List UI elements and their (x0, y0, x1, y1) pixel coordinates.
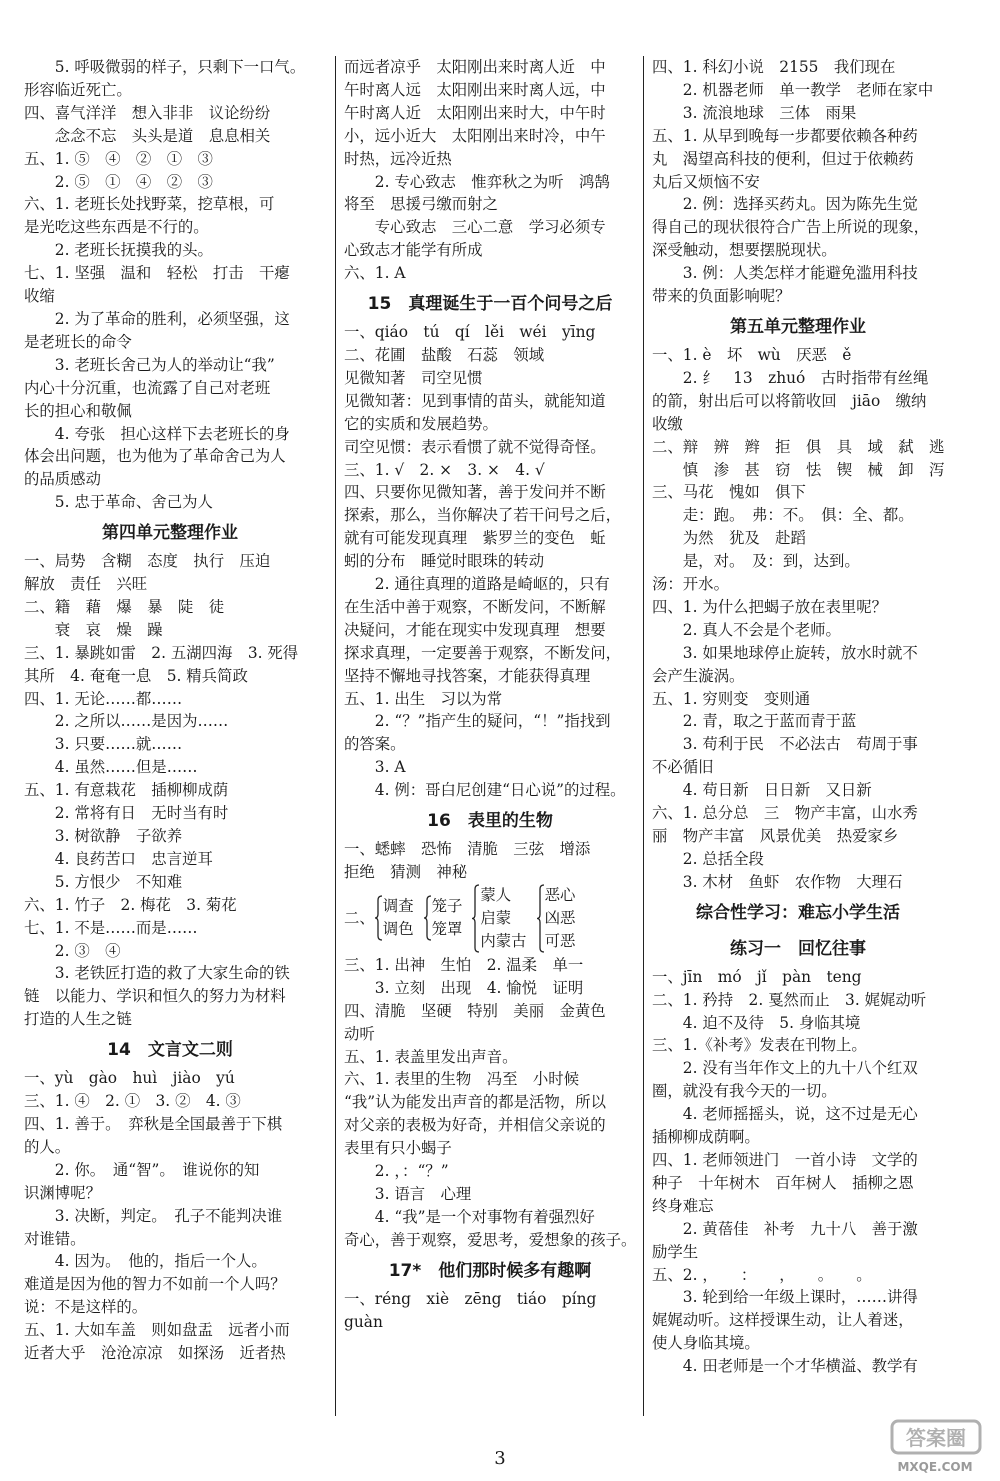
answer-line: 五、1. 表盖里发出声音。 (344, 1047, 518, 1066)
answer-line: 4. 虽然……但是…… (24, 758, 198, 777)
answer-line: 六、1. 总分总 三 物产丰富，山水秀 (652, 804, 918, 823)
answer-line: 2. 常将有日 无时当有时 (24, 804, 229, 823)
section-heading: 17* 他们那时候多有趣啊 (388, 1260, 592, 1281)
answer-line: 五、1. 有意栽花 插柳柳成荫 (24, 781, 229, 800)
answer-line: 娓娓动听。这样授课生动，让人着迷， (652, 1311, 914, 1330)
answer-line: 2. ⑤ ① ④ ② ③ (24, 172, 213, 191)
answer-line: 一、1. è 坏 wù 厌恶 ě (652, 345, 852, 364)
answer-line: 种子 十年树木 百年树人 插柳之恩 (652, 1173, 914, 1192)
answer-line: 衰 哀 燥 躁 (24, 620, 163, 639)
brace-word: 恶心 (544, 885, 576, 904)
answer-line: 是光吃这些东西是不行的。 (24, 218, 209, 237)
answer-line: 午时离人近 太阳刚出来时大，中午时 (344, 103, 606, 122)
watermark (880, 1418, 990, 1474)
answer-line: 2. 总括全段 (652, 849, 764, 868)
answer-line: 丸后又烦恼不安 (652, 172, 760, 191)
answer-line: 丸 渴望高科技的便利，但过于依赖药 (652, 149, 914, 168)
answer-line: 四、1. 为什么把蝎子放在表里呢？ (652, 597, 888, 616)
brace-icon (375, 895, 383, 941)
answer-line: 一、局势 含糊 态度 执行 压迫 (24, 552, 271, 571)
page-number: 3 (494, 1448, 506, 1469)
answer-line: 3. 决断，判定。 孔子不能判决谁 (24, 1206, 283, 1225)
answer-line: 不必循旧 (652, 758, 714, 777)
answer-line: 三、1. 暴跳如雷 2. 五湖四海 3. 死得 (24, 643, 299, 662)
answer-line: 4. 苟日新 日日新 又日新 (652, 781, 872, 800)
brace-word: 可恶 (544, 931, 576, 950)
answer-line: 2. “？”指产生的疑问，“！”指找到 (344, 712, 611, 731)
answer-line: 司空见惯：表示看惯了就不觉得奇怪。 (344, 437, 606, 456)
answer-line: 内心十分沉重，也流露了自己对老班 (24, 378, 271, 397)
answer-line: 二、1. 矜持 2. 戛然而止 3. 娓娓动听 (652, 990, 927, 1009)
answer-line: 四、1. 善于。 弈秋是全国最善于下棋 (24, 1114, 283, 1133)
answer-line: 三、马花 愧如 俱下 (652, 483, 806, 502)
answer-line: 探索，那么，当你解决了若干问号之后， (344, 506, 622, 525)
answer-line: 对父亲的表极为好奇，并相信父亲说的 (344, 1116, 606, 1135)
section-heading: 综合性学习：难忘小学生活 (696, 902, 900, 923)
answer-line: 4. 良药苦口 忠言逆耳 (24, 849, 213, 868)
answer-line: 表里有只小蝎子 (344, 1139, 452, 1158)
answer-line: 一、qiáo tú qí lěi wéi yīng (344, 323, 596, 342)
answer-line: 的品质感动 (24, 470, 101, 489)
answer-line: 四、1. 科幻小说 2155 我们现在 (652, 58, 896, 76)
answer-line: 是老班长的命令 (24, 332, 132, 351)
answer-line: 五、1. 穷则变 变则通 (652, 689, 811, 708)
answer-line: 三、1. √ 2. × 3. × 4. √ (344, 460, 545, 479)
answer-line: 其所 4. 奄奄一息 5. 精兵简政 (24, 666, 248, 685)
brace-word: 笼子 (431, 897, 463, 916)
answer-line: 得自己的现状很符合广告上所说的现象， (652, 218, 930, 237)
answer-line: 3. 如果地球停止旋转，放水时就不 (652, 643, 918, 662)
answer-line: 六、1. A (344, 264, 406, 283)
answer-line: 5. 忠于革命、舍己为人 (24, 493, 213, 512)
answer-line: 三、1. 出神 生怕 2. 温柔 单一 (344, 955, 584, 974)
answer-line: 拒绝 猜测 神秘 (344, 863, 468, 881)
answer-line: 二、花圃 盐酸 石蕊 领域 (344, 345, 545, 364)
answer-line: 2. 纟 13 zhuó 古时指带有丝绳 (652, 368, 929, 387)
answer-line: 2. 例：选择买药丸。因为陈先生觉 (652, 195, 918, 214)
answer-line: 3. 立刻 出现 4. 愉悦 证明 (344, 978, 584, 997)
answer-line: 汤：开水。 (652, 575, 729, 594)
answer-line: 丽 物产丰富 风景优美 热爱家乡 (652, 827, 899, 845)
answer-line: 2. 老班长抚摸我的头。 (24, 241, 213, 260)
answer-line: 走：跑。 弗：不。 俱：全、都。 (652, 506, 914, 525)
answer-line: 见微知著 司空见惯 (344, 368, 483, 387)
answer-line: 见微知著：见到事情的苗头，就能知道 (344, 391, 606, 410)
answer-line: 七、1. 不是……而是…… (24, 918, 198, 937)
answer-line: 4. 田老师是一个才华横溢、教学有 (652, 1357, 918, 1376)
answer-line: 会产生漩涡。 (652, 666, 745, 685)
answer-line: 收缩 (24, 287, 55, 306)
answer-line: 是，对。 及：到，达到。 (652, 552, 860, 571)
answer-line: 四、1. 无论……都…… (24, 689, 183, 708)
answer-line: 2. 黄蓓佳 补考 九十八 善于激 (652, 1219, 918, 1238)
answer-line: 圈，就没有我今天的一切。 (652, 1082, 837, 1101)
answer-line: 七、1. 坚强 温和 轻松 打击 干瘪 (24, 264, 290, 283)
answer-line: 而远者凉乎 太阳刚出来时离人近 中 (344, 58, 606, 76)
column-divider (335, 56, 336, 1416)
svg-text:答案圈: 答案圈 (906, 1426, 966, 1450)
answer-line: 五、1. 出生 习以为常 (344, 689, 503, 708)
brace-word: 内蒙古 (480, 931, 527, 950)
section-heading: 15 真理诞生于一百个问号之后 (367, 294, 613, 315)
answer-line: 4. 例：哥白尼创建“日心说”的过程。 (344, 781, 626, 800)
answer-line: 四、只要你见微知著，善于发问并不断 (344, 483, 606, 502)
answer-line: 它的实质和发展趋势。 (344, 414, 498, 433)
answer-line: 近者大乎 沧沧凉凉 如探汤 近者热 (24, 1344, 286, 1363)
answer-line: 为然 犹及 赴蹈 (652, 529, 806, 548)
answer-line: 2. ，：“？” (344, 1162, 449, 1181)
answer-line: 3. 树欲静 子欲养 (24, 827, 183, 845)
brace-word: 凶恶 (544, 908, 576, 927)
answer-line: 4. 夸张 担心这样下去老班长的身 (24, 424, 290, 443)
answer-line: 心致志才能学有所成 (344, 241, 483, 260)
answer-line: 带来的负面影响呢？ (652, 287, 791, 306)
answer-line: 5. 方恨少 不知难 (24, 872, 183, 891)
answer-line: 五、1. ⑤ ④ ② ① ③ (24, 149, 213, 168)
answer-line: 在生活中善于观察，不断发问，不断解 (344, 597, 606, 616)
answer-line: 2. 通往真理的道路是崎岖的，只有 (344, 575, 610, 594)
watermark-text: MXQE.COM (897, 1460, 973, 1474)
answer-line: 慎 渗 甚 窃 怯 锲 械 卸 泻 (652, 460, 944, 479)
answer-line: 午时离人远 太阳刚出来时离人远，中 (344, 80, 606, 99)
answer-line: 长的担心和敬佩 (24, 401, 132, 420)
answer-line: 2. 专心致志 惟弈秋之为听 鸿鹄 (344, 172, 610, 191)
brace-word: 调查 (382, 897, 414, 916)
answer-line: 打造的人生之链 (24, 1010, 132, 1029)
answer-line: 三、1.《补考》发表在刊物上。 (652, 1036, 867, 1055)
brace-word: 笼罩 (431, 920, 463, 939)
brace-group (424, 895, 463, 941)
answer-line: 决疑问，才能在现实中发现真理 想要 (344, 620, 606, 639)
answer-line: 2. 之所以……是因为…… (24, 712, 229, 731)
section-heading: 第五单元整理作业 (730, 316, 866, 337)
answer-line: “我”认为能发出声音的都是活物，所以 (344, 1093, 606, 1112)
answer-line: 六、1. 竹子 2. 梅花 3. 菊花 (24, 895, 237, 914)
answer-line: 说：不是这样的。 (24, 1298, 148, 1317)
brace-lead: 二、 (344, 908, 375, 927)
answer-line: 的箭，射出后可以将箭收回 jiāo 缴纳 (652, 391, 927, 410)
answer-line: 时热，远冷近热 (344, 149, 452, 168)
answer-line: 一、réng xiè zēng tiáo píng (344, 1289, 597, 1308)
section-heading: 练习一 回忆往事 (730, 938, 866, 959)
answer-line: 的人。 (24, 1137, 71, 1156)
answer-line: 3. 轮到给一年级上课时，……讲得 (652, 1288, 918, 1307)
answer-line: 动听 (344, 1024, 375, 1043)
answer-line: 收缴 (652, 414, 683, 433)
answer-line: 五、1. 从早到晚每一步都要依赖各种药 (652, 126, 918, 145)
brace-icon (472, 884, 480, 953)
answer-line: 2. ③ ④ (24, 941, 121, 960)
answer-line: 3. 苟利于民 不必法古 苟周于事 (652, 735, 918, 754)
answer-line: 探求真理，一定要善于观察，不断发问， (344, 643, 622, 662)
answer-line: 形容临近死亡。 (24, 80, 132, 99)
answer-line: 3. 语言 心理 (344, 1184, 472, 1203)
answer-line: 一、yù gào huì jiào yú (24, 1069, 235, 1088)
answer-line: 五、2. ， ： ， 。 。 (652, 1265, 872, 1284)
answer-line: 五、1. 大如车盖 则如盘盂 远者小而 (24, 1321, 290, 1340)
answer-line: 2. 你。 通“智”。 谁说你的知 (24, 1160, 260, 1179)
answer-line: 4. 迫不及待 5. 身临其境 (652, 1013, 861, 1032)
answer-line: 解放 责任 兴旺 (24, 575, 148, 594)
answer-line: 二、籍 藉 爆 暴 陡 徒 (24, 597, 225, 616)
answer-line: 小，远小近大 太阳刚出来时冷，中午 (344, 126, 606, 145)
answer-line: 识渊博呢？ (24, 1183, 101, 1202)
answer-line: 4. “我”是一个对事物有着强烈好 (344, 1207, 595, 1226)
answer-line: 3. 木材 鱼虾 农作物 大理石 (652, 872, 903, 891)
answer-line: 3. 老班长舍己为人的举动让“我” (24, 355, 275, 374)
answer-line: 二、辩 辨 辫 拒 俱 具 域 弑 逃 (652, 437, 944, 456)
answer-line: 对谁错。 (24, 1229, 86, 1248)
answer-line: 奇心，善于观察，爱思考，爱想象的孩子。 (344, 1230, 636, 1249)
answer-line: 蚓的分布 睡觉时眼珠的转动 (344, 552, 545, 571)
brace-word: 蒙人 (480, 885, 512, 904)
brace-group (537, 884, 576, 953)
answer-line: 一、jīn mó jǐ pàn teng (652, 967, 862, 986)
answer-line: 坚持不懈地寻找答案，才能获得真理 (344, 666, 591, 685)
answer-line: 念念不忘 头头是道 息息相关 (24, 126, 271, 145)
answer-line: guàn (344, 1312, 383, 1331)
answer-line: 的答案。 (344, 735, 406, 754)
answer-line: 链 以能力、学识和恒久的努力为材料 (24, 987, 286, 1006)
answer-line: 5. 呼吸微弱的样子，只剩下一口气。 (24, 58, 306, 76)
answer-line: 3. 例：人类怎样才能避免滥用科技 (652, 264, 918, 283)
answer-line: 2. 没有当年作文上的九十八个红双 (652, 1059, 918, 1078)
answer-line: 使人身临其境。 (652, 1334, 760, 1353)
answer-line: 将至 思援弓缴而射之 (344, 195, 498, 214)
section-heading: 第四单元整理作业 (102, 523, 238, 544)
column-middle (344, 56, 636, 1334)
brace-word: 启蒙 (480, 908, 512, 927)
answer-line: 4. 因为。 他的，指后一个人。 (24, 1252, 267, 1271)
answer-line: 四、清脆 坚硬 特别 美丽 金黄色 (344, 1001, 606, 1020)
column-right (652, 56, 944, 1378)
column-divider (643, 56, 644, 1416)
answer-line: 3. 流浪地球 三体 雨果 (652, 103, 857, 122)
brace-group (472, 884, 526, 953)
answer-line: 插柳柳成荫啊。 (652, 1128, 760, 1147)
column-left (24, 56, 316, 1365)
answer-line: 难道是因为他的智力不如前一个人吗？ (24, 1275, 286, 1294)
answer-line: 四、喜气洋洋 想入非非 议论纷纷 (24, 103, 271, 122)
answer-line: 2. 机器老师 单一教学 老师在家中 (652, 80, 934, 99)
brace-group (375, 895, 414, 941)
answer-line: 六、1. 表里的生物 冯至 小时候 (344, 1070, 580, 1089)
answer-line: 终身难忘 (652, 1196, 714, 1215)
answer-line: 2. 真人不会是个老师。 (652, 620, 841, 639)
answer-line: 深受触动，想要摆脱现状。 (652, 241, 837, 260)
answer-line: 4. 老师摇摇头，说，这不过是无心 (652, 1105, 918, 1124)
answer-line: 就有可能发现真理 紫罗兰的变色 蚯 (344, 529, 606, 548)
answer-line: 三、1. ④ 2. ① 3. ② 4. ③ (24, 1092, 241, 1111)
answer-line: 2. 青，取之于蓝而青于蓝 (652, 712, 857, 731)
answer-line: 体会出问题，也为他为了革命舍己为人 (24, 447, 286, 466)
section-heading: 16 表里的生物 (427, 811, 553, 832)
watermark-logo-icon (890, 1418, 982, 1456)
answer-line: 六、1. 老班长处找野菜，挖草根，可 (24, 195, 275, 214)
answer-line: 励学生 (652, 1242, 699, 1261)
brace-icon (537, 884, 545, 953)
brace-icon (424, 895, 432, 941)
answer-line: 3. 老铁匠打造的救了大家生命的铁 (24, 964, 290, 983)
brace-word: 调色 (382, 920, 414, 939)
answer-line: 一、蟋蟀 恐怖 清脆 三弦 增添 (344, 840, 591, 859)
answer-line: 2. 为了革命的胜利，必须坚强，这 (24, 309, 290, 328)
answer-line: 四、1. 老师领进门 一首小诗 文学的 (652, 1150, 918, 1169)
answer-line: 3. 只要……就…… (24, 735, 183, 754)
answer-line: 专心致志 三心二意 学习必须专 (344, 218, 606, 237)
answer-line: 3. A (344, 758, 406, 777)
section-heading: 14 文言文二则 (107, 1040, 233, 1061)
brace-word-groups (344, 884, 636, 954)
